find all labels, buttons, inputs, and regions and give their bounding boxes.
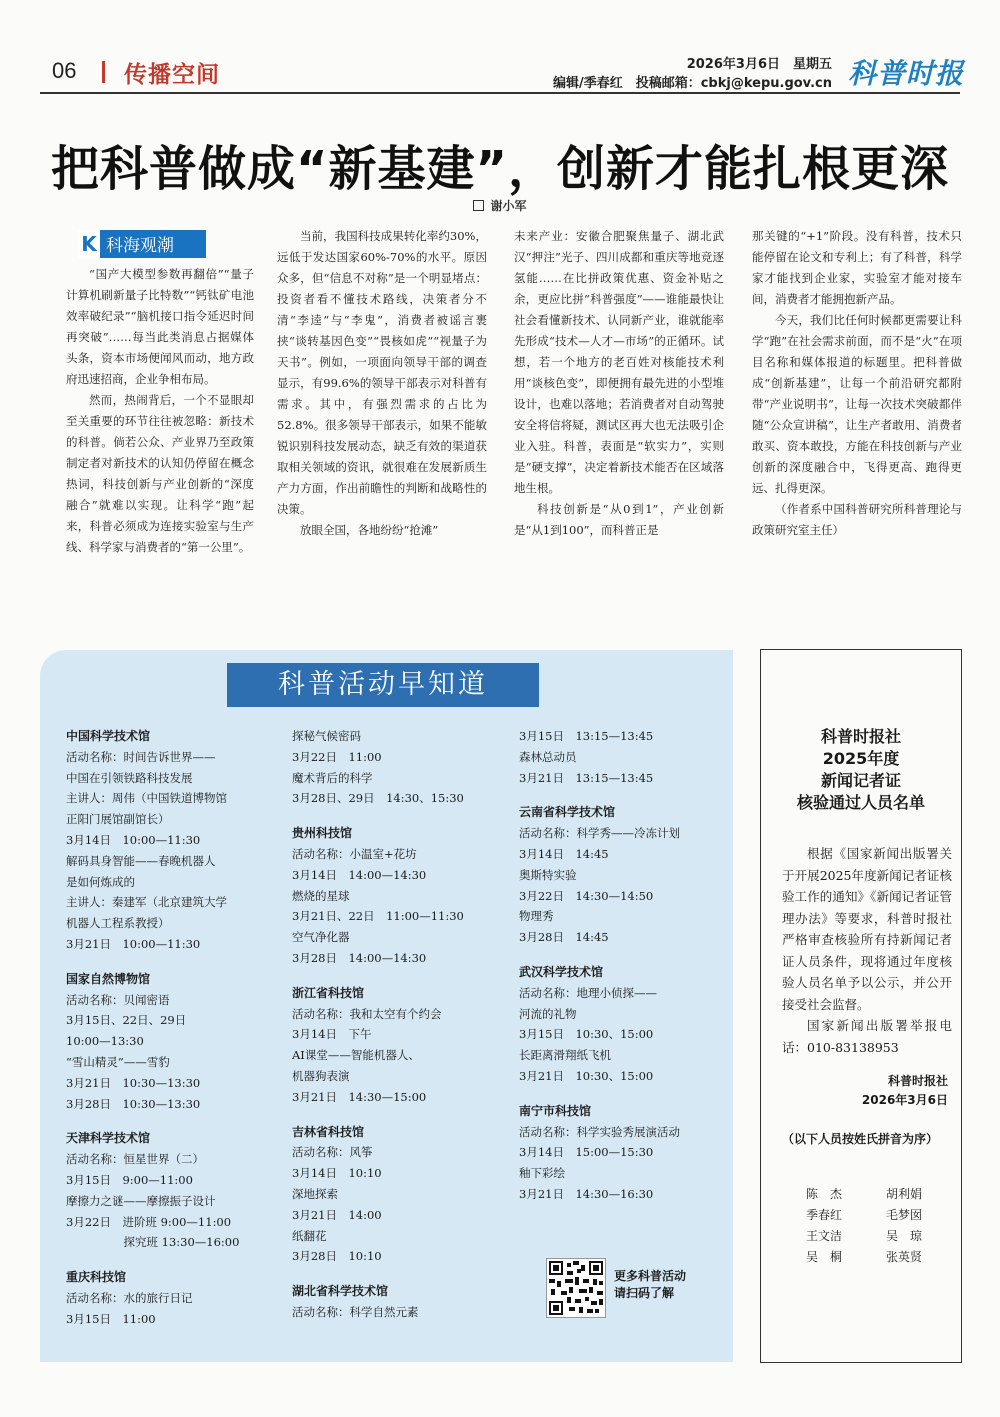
activity-line: 3月15日 11:00: [66, 1311, 156, 1326]
article-paragraph: 未来产业：安徽合肥聚焦量子、湖北武汉“押注”光子、四川成都和重庆等地竞逐氢能……在比拼政策优惠、资金补贴之余，更应比拼“科普强度”——谁能最快让社会看懂新技术、认同新产业，谁就能率先形成“技术—人才—市场”的正循环。试想，若一个地方的老百姓对核能技术利用“谈核色变”，即便拥有最先进的小型堆设计，也难以落地；若消费者对自动驾驶安全将信将疑，测试区再大也无法吸引企业入驻。科普，表面是“软实力”，实则是“硬支撑”，决定着新技术能否在区域落地生根。: [514, 229, 724, 495]
activity-venue: 武汉科学技术馆: [519, 964, 604, 979]
activity-line: 3月28日 14:45: [519, 930, 609, 945]
notice-date: 2026年3月6日: [861, 1093, 948, 1107]
activity-line: 3月21日 10:00—11:30: [66, 936, 201, 951]
notice-paragraph: 根据《国家新闻出版署关于开展2025年度新闻记者证核验工作的通知》《新闻记者证管理办法》等要求，科普时报社严格审查核验所有持新闻记者证人员条件，现将通过年度核验人员名单予以公示，并公开接受社会监督。: [782, 846, 952, 1012]
activity-venue: 南宁市科技馆: [519, 1103, 592, 1118]
activity-line: 正阳门展馆副馆长）: [66, 812, 170, 827]
article-paragraph: 当前，我国科技成果转化率约30%，远低于发达国家60%-70%的水平。原因众多，但“信息不对称”是一个明显堵点：投资者看不懂技术路线，决策者分不清“李逵”与“李鬼”，消费者被谣言裹挟“谈转基因色变”“畏核如虎”“视量子为天书”。例如，一项面向领导干部的调查显示，有99.6%的领导干部表示对科普有需求。其中，有强烈需求的占比为52.8%。很多领导干部表示，如果不能敏锐识别科技发展动态，缺乏有效的渠道获取相关领域的资讯，就很难在发展新质生产力方面，作出前瞻性的判断和战略性的决策。: [277, 229, 487, 516]
person-name: 王文洁: [806, 1229, 843, 1243]
activity-line: 3月28日 10:10: [292, 1249, 382, 1264]
article-column-1: [66, 264, 254, 558]
activity-line: 3月21日 13:15—13:45: [519, 770, 654, 785]
article-paragraph: 科技创新是“从0到1”，产业创新是“从1到100”，而科普正是: [514, 502, 724, 537]
activity-line: 活动名称：科学秀——冷冻计划: [519, 826, 680, 841]
notice-title: [760, 726, 962, 814]
activity-line: 3月21日 10:30、15:00: [519, 1068, 654, 1083]
article-column-3: [514, 226, 724, 541]
activity-line: 3月21日 14:30—16:30: [519, 1186, 654, 1201]
activity-line: 3月28日 14:00—14:30: [292, 950, 427, 965]
activity-line: 3月15日、22日、29日: [66, 1013, 187, 1028]
qr-caption-line: 更多科普活动: [614, 1269, 687, 1283]
activity-line: “雪山精灵”——雪豹: [66, 1054, 170, 1069]
activity-line: 活动名称：风筝: [292, 1145, 373, 1160]
activity-line: 活动名称：我和太空有个约会: [292, 1006, 442, 1021]
notice-order-note: （以下人员按姓氏拼音为序）: [782, 1132, 939, 1146]
activity-venue: 中国科学技术馆: [66, 729, 151, 743]
activity-line: 奥斯特实验: [519, 867, 577, 882]
names-row: [806, 1205, 946, 1226]
article-column-4: [752, 226, 962, 541]
activity-line: 3月14日 14:00—14:30: [292, 867, 427, 882]
article-paragraph: 然而，热闹背后，一个不显眼却至关重要的环节往往被忽略：新技术的科普。倘若公众、产业界乃至政策制定者对新技术的认知仍停留在概念热词，科技创新与产业创新的“深度融合”就难以实现。让科学“跑”起来，科普必须成为连接实验室与生产线、科学家与消费者的“第一公里”。: [66, 393, 254, 554]
activity-line: 物理秀: [519, 909, 554, 924]
activities-column-2: [292, 726, 507, 1323]
header-meta: [553, 55, 832, 93]
activity-line: 机器狗表演: [292, 1068, 350, 1083]
qr-code-icon[interactable]: [546, 1258, 606, 1318]
activity-line: 探究班 13:30—16:00: [66, 1235, 240, 1250]
header-separator: [102, 61, 105, 83]
activity-line: 魔术背后的科学: [292, 770, 373, 785]
article-paragraph: 今天，我们比任何时候都更需要让科学“跑”在社会需求前面，而不是“火”在项目名称和媒体报道的标题里。把科普做成“创新基建”，让每一个前沿研究都附带“产业说明书”，让每一次技术突破都伴随“公众宣讲稿”，让生产者敢用、消费者敢买、资本敢投，方能在科技创新与产业创新的深度融合中，飞得更高、跑得更远、扎得更深。: [752, 313, 962, 495]
article-author-note: （作者系中国科普研究所科普理论与政策研究室主任）: [752, 502, 962, 537]
activity-line: 3月15日 9:00—11:00: [66, 1172, 193, 1187]
activity-line: 中国在引领铁路科技发展: [66, 770, 193, 785]
activity-line: 是如何炼成的: [66, 874, 135, 889]
activity-line: 3月22日 11:00: [292, 749, 382, 764]
activity-line: 3月28日 10:30—13:30: [66, 1096, 201, 1111]
activity-line: 活动名称：地理小侦探——: [519, 985, 657, 1000]
names-list: [806, 1184, 946, 1268]
names-row: [806, 1226, 946, 1247]
activity-line: 河流的礼物: [519, 1006, 577, 1021]
activity-line: 3月21日 14:30—15:00: [292, 1089, 427, 1104]
column-k-icon: K: [78, 230, 100, 258]
author-name: 谢小军: [490, 199, 527, 213]
activity-line: 3月21日 14:00: [292, 1207, 382, 1222]
activity-venue: 重庆科技馆: [66, 1270, 127, 1285]
notice-title-line: 2025年度: [822, 749, 900, 768]
notice-title-line: 新闻记者证: [820, 771, 901, 790]
notice-body: [782, 843, 952, 1058]
person-name: 张英贤: [886, 1250, 923, 1264]
activity-line: 主讲人：秦建军（北京建筑大学: [66, 895, 227, 910]
activity-line: 活动名称：科学实验秀展演活动: [519, 1124, 680, 1139]
activity-line: 3月28日、29日 14:30、15:30: [292, 791, 464, 806]
notice-signer: 科普时报社: [887, 1074, 948, 1088]
header-rule: [40, 92, 960, 94]
activity-line: 机器人工程系教授）: [66, 916, 170, 931]
activity-venue: 吉林省科技馆: [292, 1124, 365, 1139]
activity-line: 主讲人：周伟（中国铁道博物馆: [66, 791, 227, 806]
article-headline: 把科普做成“新基建”，创新才能扎根更深: [50, 141, 950, 197]
article-column-2: [277, 226, 487, 541]
activity-venue: 浙江省科技馆: [292, 985, 365, 1000]
notice-paragraph: 国家新闻出版署举报电话：010-83138953: [782, 1018, 952, 1055]
person-name: 毛梦囡: [886, 1208, 923, 1222]
activity-venue: 贵州科技馆: [292, 826, 353, 841]
activity-line: 10:00—13:30: [66, 1034, 144, 1049]
activities-title: 科普活动早知道: [227, 663, 539, 707]
activities-column-3: [519, 726, 734, 1205]
activity-line: 森林总动员: [519, 749, 577, 764]
person-name: 吴 琼: [886, 1229, 923, 1243]
article-paragraph: 放眼全国，各地纷纷“抢滩”: [300, 523, 439, 537]
activity-line: 3月15日 13:15—13:45: [519, 729, 654, 743]
person-name: 陈 杰: [806, 1187, 843, 1201]
activity-line: 活动名称：小温室+花坊: [292, 846, 417, 861]
activity-line: 燃烧的星球: [292, 888, 350, 903]
person-name: 季春红: [806, 1208, 843, 1222]
activity-venue: 天津科学技术馆: [66, 1131, 151, 1146]
editor-line: 编辑/季春红 投稿邮箱：cbkj@kepu.gov.cn: [552, 76, 832, 91]
column-tag-label: 科海观潮: [106, 236, 174, 256]
activity-line: 长距离滑翔纸飞机: [519, 1048, 611, 1063]
notice-signature: [782, 1072, 948, 1110]
activity-venue: 国家自然博物馆: [66, 971, 151, 986]
column-tag: [78, 230, 206, 258]
activity-line: 摩擦力之谜——摩擦振子设计: [66, 1193, 216, 1208]
activity-line: 活动名称：贝闻密语: [66, 992, 170, 1007]
activity-line: 3月22日 进阶班 9:00—11:00: [66, 1214, 232, 1229]
activity-line: 探秘气候密码: [292, 729, 361, 743]
person-name: 胡利娟: [886, 1187, 923, 1201]
activity-line: 活动名称：恒星世界（二）: [66, 1152, 204, 1167]
activity-line: 3月14日 14:45: [519, 846, 609, 861]
activity-line: 3月15日 10:30、15:00: [519, 1027, 654, 1042]
activities-column-1: [66, 726, 281, 1330]
activity-line: 3月21日、22日 11:00—11:30: [292, 909, 464, 924]
activity-line: 釉下彩绘: [519, 1166, 565, 1181]
activity-line: 3月22日 14:30—14:50: [519, 888, 654, 903]
notice-title-line: 核验通过人员名单: [796, 793, 925, 812]
activity-line: 解码具身智能——春晚机器人: [66, 853, 216, 868]
activity-line: 3月14日 下午: [292, 1027, 372, 1042]
activity-line: 深地探索: [292, 1186, 338, 1201]
activity-line: 3月14日 10:00—11:30: [66, 832, 201, 847]
article-paragraph: 那关键的“+1”阶段。没有科普，技术只能停留在论文和专利上；有了科普，科学家才能找到企业家，实验室才能对接车间，消费者才能拥抱新产品。: [752, 229, 962, 306]
page-number: 06: [52, 58, 77, 83]
activity-line: 活动名称：科学自然元素: [292, 1304, 419, 1319]
date-line: 2026年3月6日 星期五: [686, 57, 832, 72]
activity-line: 活动名称：水的旅行日记: [66, 1290, 193, 1305]
section-name: 传播空间: [124, 62, 220, 88]
activity-venue: 云南省科学技术馆: [519, 805, 616, 820]
activity-line: 空气净化器: [292, 930, 350, 945]
activity-line: 3月14日 15:00—15:30: [519, 1145, 654, 1160]
activity-venue: 湖北省科学技术馆: [292, 1284, 389, 1299]
qr-caption-line: 请扫码了解: [614, 1286, 675, 1300]
activity-line: 3月21日 10:30—13:30: [66, 1075, 201, 1090]
article-byline: [0, 197, 1000, 214]
newspaper-logo: 科普时报: [848, 57, 965, 90]
byline-box-icon: [473, 200, 484, 211]
names-row: [806, 1184, 946, 1205]
notice-title-line: 科普时报社: [820, 727, 901, 746]
names-row: [806, 1247, 946, 1268]
article-paragraph: “国产大模型参数再翻倍”“量子计算机刷新量子比特数”“钙钛矿电池效率破纪录”“脑机接口指令延迟时间再突破”……每当此类消息占据媒体头条，资本市场便闻风而动，地方政府迅速招商，企业争相布局。: [66, 267, 254, 386]
qr-caption: [614, 1268, 686, 1302]
activity-line: 3月14日 10:10: [292, 1166, 382, 1181]
activity-line: 纸翻花: [292, 1228, 327, 1243]
person-name: 吴 桐: [806, 1250, 843, 1264]
activity-line: 活动名称：时间告诉世界——: [66, 749, 216, 764]
activity-line: AI课堂——智能机器人、: [292, 1048, 420, 1063]
